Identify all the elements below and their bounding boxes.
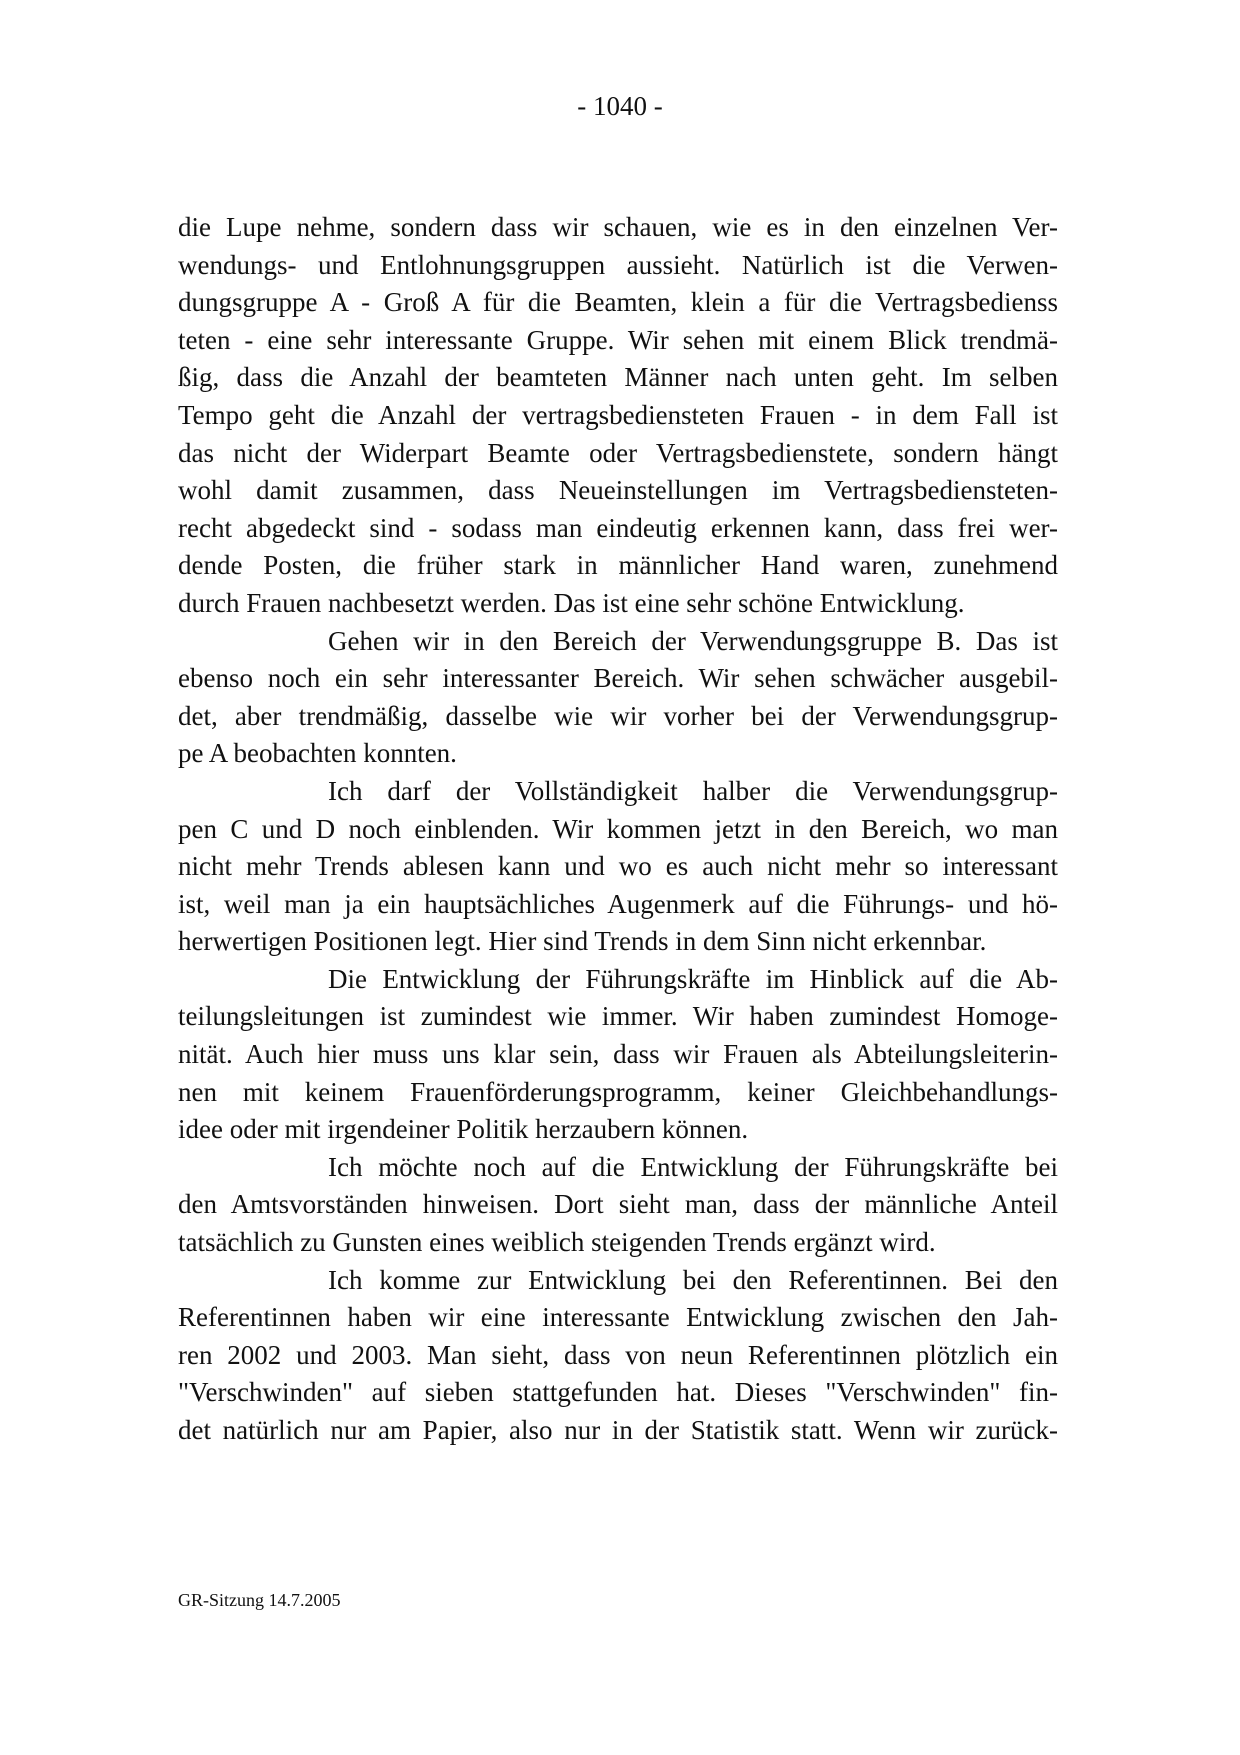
text-line: pe A beobachten konnten. (178, 738, 457, 769)
text-line: Ich komme zur Entwicklung bei den Referentinnen. Bei den (328, 1264, 1058, 1295)
text-line: det natürlich nur am Papier, also nur in der Statistik statt. Wenn wir zurück- (178, 1415, 1058, 1445)
text-line: herwertigen Positionen legt. Hier sind Trends in dem Sinn nicht erkennbar. (178, 926, 987, 957)
text-line: das nicht der Widerpart Beamte oder Vertragsbedienstete, sondern hängt (178, 437, 1058, 468)
text-line: den Amtsvorständen hinweisen. Dort sieht man, dass der männliche Anteil (178, 1189, 1058, 1220)
text-line: nität. Auch hier muss uns klar sein, dass wir Frauen als Abteilungsleiterin- (178, 1039, 1058, 1070)
text-line: durch Frauen nachbesetzt werden. Das ist eine sehr schöne Entwicklung. (178, 587, 965, 618)
text-line: teilungsleitungen ist zumindest wie immer. Wir haben zumindest Homoge- (178, 1001, 1058, 1032)
body-text (178, 209, 1058, 1450)
text-line: ebenso noch ein sehr interessanter Bereich. Wir sehen schwächer ausgebil- (178, 663, 1058, 694)
text-line: pen C und D noch einblenden. Wir kommen jetzt in den Bereich, wo man (178, 813, 1058, 844)
text-line: ßig, dass die Anzahl der beamteten Männer nach unten geht. Im selben (178, 362, 1058, 393)
text-line: die Lupe nehme, sondern dass wir schauen, wie es in den einzelnen Ver- (178, 212, 1058, 242)
text-line: ren 2002 und 2003. Man sieht, dass von neun Referentinnen plötzlich ein (178, 1339, 1058, 1370)
text-line: dungsgruppe A - Groß A für die Beamten, klein a für die Vertragsbedienss (178, 287, 1058, 318)
text-line: nicht mehr Trends ablesen kann und wo es auch nicht mehr so interessant (178, 851, 1058, 882)
text-line: recht abgedeckt sind - sodass man eindeutig erkennen kann, dass frei wer- (178, 512, 1058, 543)
text-line: det, aber trendmäßig, dasselbe wie wir vorher bei der Verwendungsgrup- (178, 700, 1058, 731)
text-line: wendungs- und Entlohnungsgruppen aussieht. Natürlich ist die Verwen- (178, 249, 1058, 280)
text-line: wohl damit zusammen, dass Neueinstellungen im Vertragsbediensteten- (178, 475, 1058, 506)
text-line: idee oder mit irgendeiner Politik herzaubern können. (178, 1114, 749, 1145)
text-line: ist, weil man ja ein hauptsächliches Augenmerk auf die Führungs- und hö- (178, 888, 1058, 919)
text-line: Ich darf der Vollständigkeit halber die Verwendungsgrup- (328, 775, 1058, 806)
text-line: Tempo geht die Anzahl der vertragsbediensteten Frauen - in dem Fall ist (178, 399, 1058, 430)
page-number: - 1040 - (577, 91, 663, 121)
text-line: "Verschwinden" auf sieben stattgefunden hat. Dieses "Verschwinden" fin- (178, 1377, 1058, 1408)
text-line: Ich möchte noch auf die Entwicklung der Führungskräfte bei (328, 1151, 1058, 1182)
text-line: tatsächlich zu Gunsten eines weiblich steigenden Trends ergänzt wird. (178, 1227, 936, 1258)
text-line: teten - eine sehr interessante Gruppe. Wir sehen mit einem Blick trendmä- (178, 324, 1058, 355)
text-line: nen mit keinem Frauenförderungsprogramm, keiner Gleichbehandlungs- (178, 1076, 1058, 1107)
text-line: Die Entwicklung der Führungskräfte im Hinblick auf die Ab- (328, 963, 1058, 994)
text-line: dende Posten, die früher stark in männlicher Hand waren, zunehmend (178, 550, 1058, 581)
text-line: Referentinnen haben wir eine interessante Entwicklung zwischen den Jah- (178, 1302, 1058, 1333)
footer-session-date: GR-Sitzung 14.7.2005 (178, 1590, 341, 1610)
text-line: Gehen wir in den Bereich der Verwendungsgruppe B. Das ist (328, 625, 1058, 656)
